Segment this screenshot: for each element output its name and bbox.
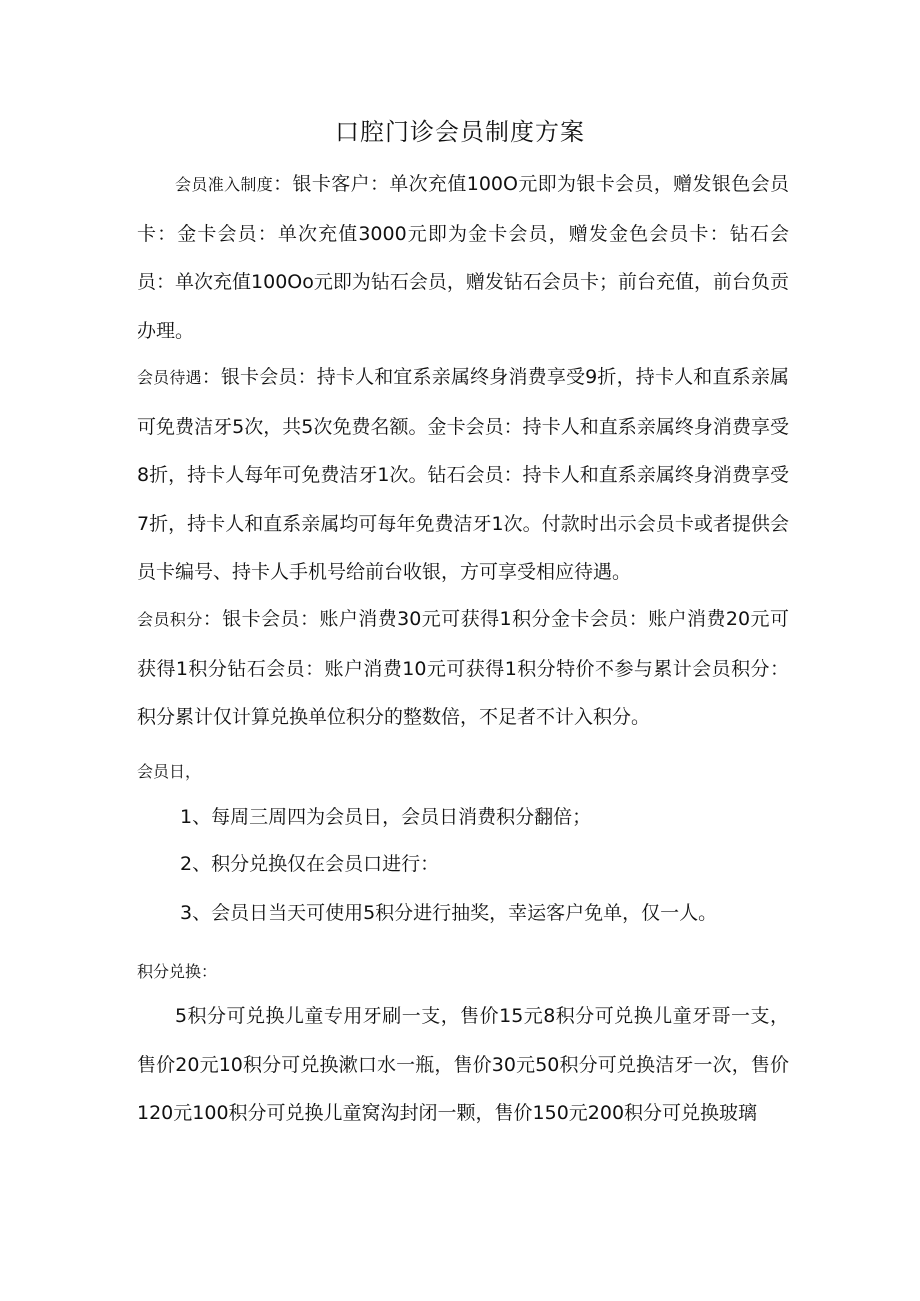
member-day-heading: 会员日，	[137, 762, 202, 781]
points-text: ：银卡会员：账户消费30元可获得1积分金卡会员：账户消费20元可获得1积分钻石会员：账户消费10元可获得1积分特价不参与累计会员积分：积分累计仅计算兑换单位积分的整数倍，不足者不计入积分。	[137, 608, 789, 728]
benefits-paragraph	[137, 353, 789, 597]
points-paragraph	[137, 595, 789, 742]
exchange-paragraph: 5积分可兑换儿童专用牙刷一支，售价15元8积分可兑换儿童牙哥一支，售价20元10积分可兑换漱口水一瓶，售价30元50积分可兑换洁牙一次，售价120元100积分可兑换儿童窝沟封闭一颗，售价150元200积分可兑换玻璃	[137, 1005, 789, 1124]
admission-paragraph	[137, 160, 789, 355]
member-day-item: 2、积分兑换仅在会员口进行：	[180, 853, 440, 875]
admission-label: 会员准入制度	[175, 175, 274, 194]
points-label: 会员积分	[137, 610, 203, 629]
member-day-item: 1、每周三周四为会员日，会员日消费积分翻倍；	[180, 806, 592, 828]
benefits-label: 会员待遇	[137, 368, 202, 387]
exchange-heading: 积分兑换：	[137, 962, 218, 981]
benefits-text: ：银卡会员：持卡人和宜系亲属终身消费享受9折，持卡人和直系亲属可免费洁牙5次，共5次免费名额。金卡会员：持卡人和直系亲属终身消费享受8折，持卡人每年可免费洁牙1次。钻石会员：持卡人和直系亲属终身消费享受7折，持卡人和直系亲属均可每年免费洁牙1次。付款时出示会员卡或者提供会员卡编号、持卡人手机号给前台收银，方可享受相应待遇。	[137, 366, 789, 583]
admission-text: ：银卡客户：单次充值100O元即为银卡会员，赠发银色会员卡：金卡会员：单次充值3000元即为金卡会员，赠发金色会员卡：钻石会员：单次充值100Oo元即为钻石会员，赠发钻石会员卡；前台充值，前台负贡办理。	[137, 173, 789, 342]
page-title: 口腔门诊会员制度方案	[335, 118, 585, 146]
member-day-item: 3、会员日当天可使用5积分进行抽奖，幸运客户免单，仅一人。	[180, 902, 718, 924]
